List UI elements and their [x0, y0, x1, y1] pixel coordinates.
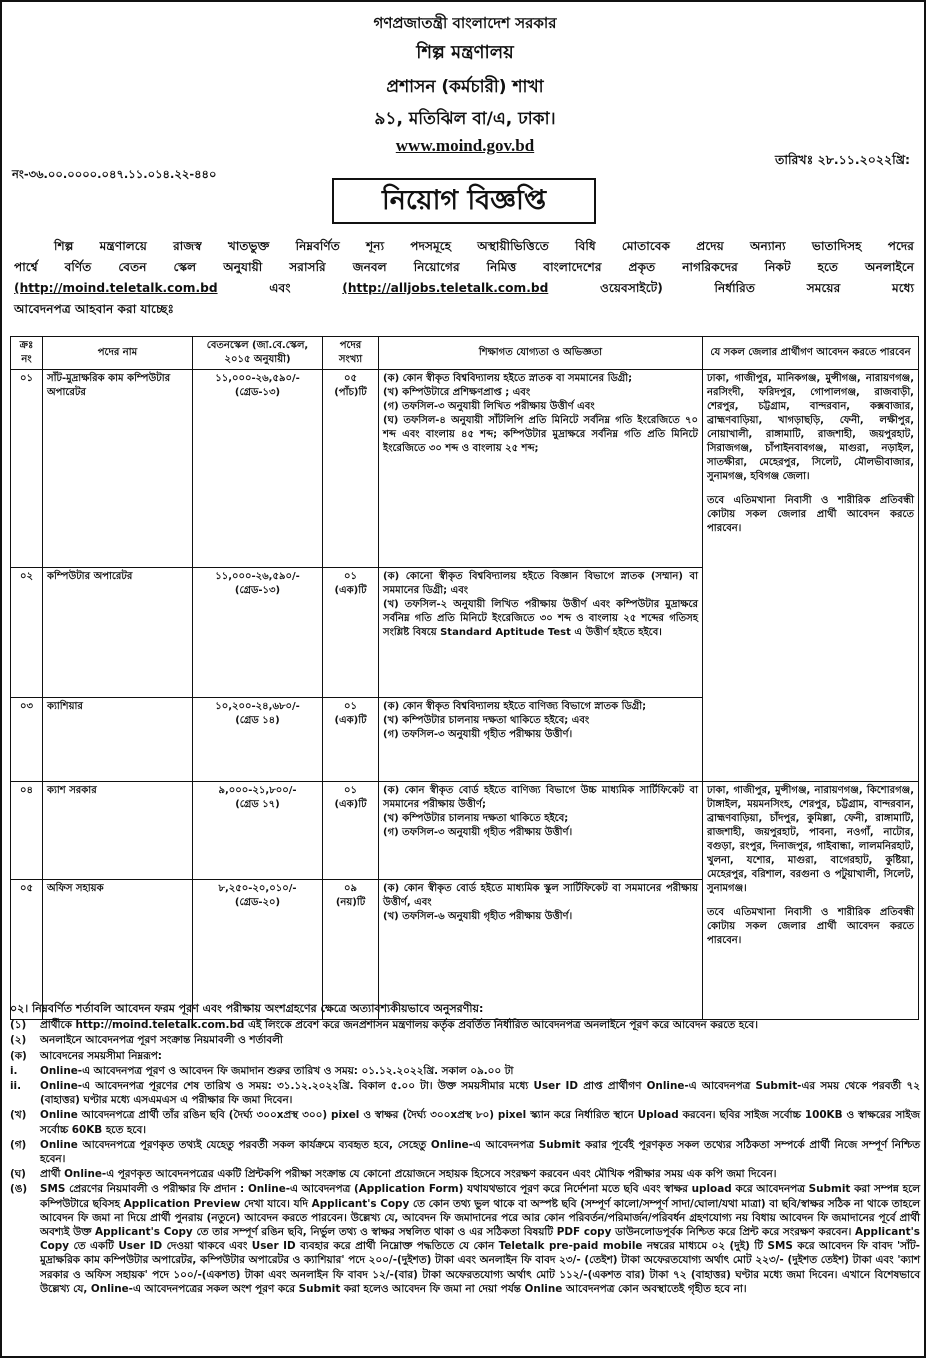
district-note: তবে এতিমখানা নিবাসী ও শারীরিক প্রতিবন্ধী কোটায় সকল জেলার প্রার্থী আবেদন করতে পারবেন।	[707, 907, 914, 946]
intro-line-2: পার্শ্বে বর্ণিত বেতন স্কেল অনুযায়ী সরাসরি জনবল নিয়োগের নিমিত্ত বাংলাদেশের প্রকৃত নাগরিকদের নিকট হতে অনলাইনে	[14, 260, 914, 274]
condition-mark: (গ)	[10, 1138, 27, 1151]
condition-text: অনলাইনে আবেদনপত্র পূরণ সংক্রান্ত নিয়মাবলী ও শর্তাবলী	[40, 1034, 283, 1047]
row-count-value: ০৫	[344, 373, 357, 384]
table-row	[11, 782, 919, 880]
qual-item: (ক) কোন স্বীকৃত বোর্ড হইতে বাণিজ্য বিভাগে উচ্চ মাধ্যমিক সার্টিফিকেট বা সমমানের পরীক্ষায় উত্তীর্ণ;	[383, 785, 698, 810]
row-sl: ০৫	[11, 880, 43, 1020]
condition-mark: (ঙ)	[10, 1183, 28, 1196]
row-scale-value: ৮,২৫০-২০,০১০/-	[218, 883, 297, 894]
row-scale	[193, 370, 323, 568]
condition-item	[10, 1182, 920, 1296]
condition-mark: (১)	[10, 1019, 27, 1032]
govt-name: গণপ্রজাতন্ত্রী বাংলাদেশ সরকার	[373, 14, 557, 32]
notice-title: নিয়োগ বিজ্ঞপ্তি	[332, 178, 596, 224]
row-count-words: (নয়)টি	[335, 897, 366, 908]
row-count	[323, 880, 379, 1020]
row-count-value: ০১	[344, 785, 357, 796]
header-sl: ক্রঃ নং	[11, 337, 43, 370]
header-count: পদের সংখ্যা	[323, 337, 379, 370]
district-list: ঢাকা, গাজীপুর, মুন্সীগঞ্জ, নারায়ণগঞ্জ, কিশোরগঞ্জ, টাঙ্গাইল, ময়মনসিংহ, শেরপুর, চট্টগ্রাম, বান্দরবান, ব্রাহ্মণবাড়িয়া, চাঁদপুর, কুমিল্লা, ফেনী, রাঙ্গামাটি, রাজশাহী, জয়পুরহাট, পাবনা, নওগাঁ, নাটোর, বগুড়া, রংপুর, দিনাজপুর, গাইবান্ধা, লালমনিরহাট, খুলনা, যশোর, মাগুরা, বাগেরহাট, কুষ্টিয়া, মেহেরপুর, বরিশাল, বরগুনা ও পটুয়াখালী, সিলেট, সুনামগঞ্জ।	[707, 785, 914, 894]
qual-item: (খ) কম্পিউটার চালনায় দক্ষতা থাকিতে হইবে; এবং	[383, 715, 590, 726]
qual-item: (গ) তফসিল-৩ অনুযায়ী গৃহীত পরীক্ষায় উত্তীর্ণ।	[383, 729, 573, 740]
memo-number: নং-৩৬.০০.০০০০.০৪৭.১১.০১৪.২২-৪৪০	[12, 167, 217, 181]
row-count-words: (এক)টি	[334, 799, 367, 810]
vacancy-table	[10, 336, 919, 1020]
intro-line-4: আবেদনপত্র আহবান করা যাচ্ছেঃ	[14, 302, 174, 316]
table-header-row	[11, 337, 919, 370]
ministry-website-link[interactable]: www.moind.gov.bd	[395, 136, 535, 155]
conditions-section	[10, 1002, 920, 1296]
district-list: ঢাকা, গাজীপুর, মানিকগঞ্জ, মুন্সীগঞ্জ, নারায়ণগঞ্জ, নরসিংদী, ফরিদপুর, গোপালগঞ্জ, রাজবাড়ী, শেরপুর, চট্টগ্রাম, বান্দরবান, কক্সবাজার, ব্রাহ্মণবাড়িয়া, খাগড়াছড়ি, ফেনী, লক্ষীপুর, নোয়াখালী, রাঙ্গামাটি, রাজশাহী, জয়পুরহাট, সিরাজগঞ্জ, চাঁপাইনবাবগঞ্জ, মাগুরা, নড়াইল, সাতক্ষীরা, মেহেরপুর, সিলেট, মৌলভীবাজার, সুনামগঞ্জ, হবিগঞ্জ জেলা।	[707, 373, 914, 482]
row-qualification	[379, 568, 703, 698]
row-scale	[193, 782, 323, 880]
condition-text: Online-এ আবেদনপত্র পূরণ ও আবেদন ফি জমাদান শুরুর তারিখ ও সময়: ০১.১২.২০২২খ্রি. সকাল ০৯.০০ টা	[40, 1064, 514, 1077]
notice-date: তারিখঃ ২৮.১১.২০২২খ্রি:	[774, 152, 910, 167]
row-count	[323, 370, 379, 568]
row-scale-value: ১১,০০০-২৬,৫৯০/-	[215, 571, 300, 582]
intro-line-3	[14, 278, 914, 299]
qual-item: (গ) তফসিল-৩ অনুযায়ী লিখিত পরীক্ষায় উত্তীর্ণ এবং	[383, 401, 595, 412]
row-qualification	[379, 370, 703, 568]
condition-text: প্রার্থীকে http://moind.teletalk.com.bd এই লিংকে প্রবেশ করে জনপ্রশাসন মন্ত্রণালয় কর্তৃক প্রবর্তিত নির্ধারিত আবেদনপত্র অনলাইনে পূরণ করে আবেদন করতে হবে।	[40, 1019, 758, 1032]
condition-mark: (খ)	[10, 1109, 27, 1122]
row-post: অফিস সহায়ক	[43, 880, 193, 1020]
condition-item	[10, 1108, 920, 1136]
row-scale-value: ৯,০০০-২১,৮০০/-	[218, 785, 297, 796]
row-grade: (গ্রেড ১৪)	[235, 715, 280, 726]
qual-item: (গ) তফসিল-৩ অনুযায়ী গৃহীত পরীক্ষায় উত্তীর্ণ।	[383, 827, 573, 838]
qual-item: (খ) কম্পিউটার চালনায় দক্ষতা থাকিতে হইবে;	[383, 813, 569, 824]
condition-text: প্রার্থী Online-এ পূরণকৃত আবেদনপত্রের একটি প্রিন্টকপি পরীক্ষা সংক্রান্ত যে কোনো প্রয়োজনে সহায়ক হিসেবে সংরক্ষণ করবেন এবং মৌখিক পরীক্ষার সময় এক কপি জমা দিবেন।	[40, 1168, 777, 1181]
row-sl: ০১	[11, 370, 43, 568]
ministry-name: শিল্প মন্ত্রণালয়	[416, 42, 514, 63]
header-qual: শিক্ষাগত যোগ্যতা ও অভিজ্ঞতা	[379, 337, 703, 370]
row-grade: (গ্রেড-২০)	[234, 897, 281, 908]
intro-and: এবং	[269, 281, 291, 295]
condition-text: আবেদনের সময়সীমা নিম্নরূপ:	[40, 1049, 162, 1062]
row-scale	[193, 698, 323, 782]
row-count-words: (এক)টি	[334, 585, 367, 596]
condition-item	[10, 1167, 920, 1181]
row-scale-value: ১১,০০০-২৬,৫৯০/-	[215, 373, 300, 384]
row-grade: (গ্রেড-১৩)	[234, 387, 281, 398]
qual-item: (খ) তফসিল-৬ অনুযায়ী গৃহীত পরীক্ষায় উত্তীর্ণ।	[383, 911, 573, 922]
condition-mark: (২)	[10, 1034, 27, 1047]
row-count	[323, 568, 379, 698]
row-qualification	[379, 698, 703, 782]
condition-text: Online-এ আবেদনপত্র পূরণের শেষ তারিখ ও সময়: ৩১.১২.২০২২খ্রি. বিকাল ৫.০০ টা। উক্ত সময়সীমার মধ্যে User ID প্রাপ্ত প্রার্থীগণ Online-এ আবেদনপত্র Submit-এর সময় থেকে পরবর্তী ৭২ (বাহাত্তর) ঘণ্টার মধ্যে এসএমএস এ পরীক্ষার ফি জমা দিবেন।	[40, 1080, 920, 1107]
row-qualification	[379, 782, 703, 880]
intro-paragraph	[14, 236, 914, 320]
row-grade: (গ্রেড-১৩)	[234, 585, 281, 596]
conditions-heading: ০২। নিম্নবর্ণিত শর্তাবলি আবেদন ফরম পূরণ এবং পরীক্ষায় অংশগ্রহণের ক্ষেত্রে অত্যাবশ্যকীয়ভাবে অনুসরণীয়:	[10, 1002, 484, 1015]
intro-line-1: শিল্প মন্ত্রণালয়ে রাজস্ব খাতভুক্ত নিম্নবর্ণিত শূন্য পদসমূহে অস্থায়ীভিত্তিতে বিধি মোতাবেক প্রদেয় অন্যান্য ভাতাদিসহ পদের	[54, 239, 914, 253]
row-scale	[193, 568, 323, 698]
condition-text: Online আবেদনপত্রে প্রার্থী তাঁর রঙিন ছবি (দৈর্ঘ্য ৩০০xপ্রস্থ ৩০০) pixel ও স্বাক্ষর (দৈর্ঘ্য ৩০০xপ্রস্থ ৮০) pixel স্ক্যান করে নির্ধারিত স্থানে Upload করবেন। ছবির সাইজ সর্বোচ্চ 100KB ও স্বাক্ষরের সাইজ সর্বোচ্চ 60KB হতে হবে।	[40, 1109, 920, 1136]
row-sl: ০২	[11, 568, 43, 698]
row-post: ক্যাশিয়ার	[43, 698, 193, 782]
row-scale-value: ১০,২০০-২৪,৬৮০/-	[215, 701, 300, 712]
row-sl: ০৪	[11, 782, 43, 880]
qual-item: (ক) কোন স্বীকৃত বিশ্ববিদ্যালয় হইতে স্নাতক বা সমমানের ডিগ্রী;	[383, 373, 633, 384]
table-row	[11, 370, 919, 568]
row-scale	[193, 880, 323, 1020]
row-count-words: (পাঁচ)টি	[334, 387, 367, 398]
qual-item: (ঘ) তফসিল-৪ অনুযায়ী সাঁটলিপি প্রতি মিনিটে সর্বনিম্ন গতি ইংরেজিতে ৭০ শব্দ এবং বাংলায় ৪৫ শব্দ; কম্পিউটার মুদ্রাক্ষরে সর্বনিম্ন গতি প্রতি মিনিটে ইংরেজিতে ৩০ শব্দ ও বাংলায় ২৫ শব্দ;	[383, 415, 698, 454]
qual-item: (খ) তফসিল-২ অনুযায়ী লিখিত পরীক্ষায় উত্তীর্ণ এবং কম্পিউটার মুদ্রাক্ষরে সর্বনিম্ন গতি প্রতি মিনিটে ইংরেজিতে ৩০ শব্দ ও বাংলায় ২৫ শব্দের গতিসহ সংশ্লিষ্ট বিষয়ে Standard Aptitude Test এ উত্তীর্ণ হইতে হইবে।	[383, 599, 698, 638]
condition-mark: (ক)	[10, 1049, 27, 1062]
header-scale: বেতনস্কেল (জা.বে.স্কেল, ২০১৫ অনুযায়ী)	[193, 337, 323, 370]
row-count-words: (এক)টি	[334, 715, 367, 726]
row-count-value: ০১	[344, 571, 357, 582]
teletalk-link-1[interactable]: (http://moind.teletalk.com.bd	[14, 281, 218, 295]
condition-item	[10, 1079, 920, 1107]
condition-item	[10, 1064, 920, 1078]
branch-name: প্রশাসন (কর্মচারী) শাখা	[386, 77, 544, 97]
header-districts: যে সকল জেলার প্রার্থীগণ আবেদন করতে পারবেন	[703, 337, 919, 370]
office-address: ৯১, মতিঝিল বা/এ, ঢাকা।	[374, 109, 556, 129]
condition-text: SMS প্রেরণের নিয়মাবলী ও পরীক্ষার ফি প্রদান : Online-এ আবেদনপত্র (Application Form) যথাযথভাবে পূরণ করে নির্দেশনা মতে ছবি এবং স্বাক্ষর upload করে আবেদনপত্র Submit করা সম্পন্ন হলে কম্পিউটারে ছবিসহ Application Preview দেখা যাবে। যদি Applicant's Copy তে কোন তথ্য ভুল থাকে বা অস্পষ্ট ছবি (সম্পূর্ণ কালো/সম্পূর্ণ সাদা/ঘোলা/যথা মাত্রা) বা ছবি/স্বাক্ষর সঠিক না থাকে তাহলে আবেদন ফি জমা না দিয়ে প্রার্থী পুনরায় (নতুনে) আবেদন করতে পারবেন। উল্লেখ্য যে, আবেদন ফি জমাদানের পরে আর কোন পরিবর্তন/পরিমার্জন/পরিবর্ধন গ্রহণযোগ্য নয় বিধায় আবেদন ফি জমাদানের পূর্বে প্রার্থী অবশ্যই উক্ত Applicant's Copy তে তার সম্পূর্ণ রঙিন ছবি, নির্ভুল তথ্য ও স্বাক্ষর সম্বলিত থাকা ও এর সঠিকতা বিষয়টি PDF copy ডাউনলোডপূর্বক নিশ্চিত করে প্রিন্ট করে সংরক্ষণ করবেন। Applicant's Copy তে একটি User ID দেওয়া থাকবে এবং User ID ব্যবহার করে প্রার্থী নিম্নোক্ত পদ্ধতিতে যে কোন Teletalk pre-paid mobile নম্বরের মাধ্যমে ০২ (দুই) টি SMS করে আবেদন ফি বাবদ 'সাঁট-মুদ্রাক্ষরিক কাম কম্পিউটার অপারেটর, কম্পিউটার অপারেটর ও ক্যাশিয়ার' পদে ২০০/-(দুইশত) টাকা এবং অনলাইন ফি বাবদ ২৩/- (তেইশ) টাকা অফেরতযোগ্য অর্থাৎ মোট ২২৩/- (দুইশত তেইশ) টাকা এবং 'ক্যাশ সরকার ও অফিস সহায়ক' পদে ১০০/-(একশত) টাকা এবং অনলাইন ফি বাবদ ১২/-(বার) টাকা অফেরতযোগ্য অর্থাৎ মোট ১১২/-(একশত বার) টাকা ৭২ (বাহাত্তর) ঘণ্টার মধ্যে জমা দিবেন। এখানে বিশেষভাবে উল্লেখ্য যে, Online-এ আবেদনপত্রের সকল অংশ পূরণ করে Submit করা হলেও আবেদন ফি জমা না দেয়া পর্যন্ত Online আবেদনপত্র কোন অবস্থাতেই গৃহীত হবে না।	[40, 1183, 920, 1295]
row-qualification	[379, 880, 703, 1020]
row-post: কম্পিউটার অপারেটর	[43, 568, 193, 698]
row-count-value: ০১	[344, 701, 357, 712]
condition-item	[10, 1049, 920, 1063]
header-post: পদের নাম	[43, 337, 193, 370]
row-post: সাঁট-মুদ্রাক্ষরিক কাম কম্পিউটার অপারেটর	[43, 370, 193, 568]
eligible-districts-b	[703, 782, 919, 1020]
condition-mark: (ঘ)	[10, 1168, 26, 1181]
condition-text: Online আবেদনপত্রে পূরণকৃত তথ্যই যেহেতু পরবর্তী সকল কার্যক্রমে ব্যবহৃত হবে, সেহেতু Online-এ আবেদনপত্র Submit করার পূর্বেই পূরণকৃত সকল তথ্যের সঠিকতা সম্পর্কে প্রার্থী নিজে সম্পূর্ণ নিশ্চিত হবেন।	[40, 1138, 920, 1166]
condition-mark: ii.	[10, 1080, 22, 1093]
intro-line-3-tail: ওয়েবসাইটে) নির্ধারিত সময়ের মধ্যে	[600, 281, 915, 295]
qual-item: (খ) কম্পিউটারে প্রশিক্ষণপ্রাপ্ত ; এবং	[383, 387, 531, 398]
condition-mark: i.	[10, 1064, 18, 1077]
qual-item: (ক) কোনো স্বীকৃত বিশ্ববিদ্যালয় হইতে বিজ্ঞান বিভাগে স্নাতক (সম্মান) বা সমমানের ডিগ্রী; এবং	[383, 571, 698, 596]
qual-item: (ক) কোন স্বীকৃত বিশ্ববিদ্যালয় হইতে বাণিজ্য বিভাগে স্নাতক ডিগ্রী;	[383, 701, 647, 712]
qual-item: (ক) কোন স্বীকৃত বোর্ড হইতে মাধ্যমিক স্কুল সার্টিফিকেট বা সমমানের পরীক্ষায় উত্তীর্ণ, এবং	[383, 883, 698, 908]
row-count	[323, 698, 379, 782]
row-post: ক্যাশ সরকার	[43, 782, 193, 880]
condition-item	[10, 1033, 920, 1047]
row-count	[323, 782, 379, 880]
condition-item	[10, 1018, 920, 1032]
district-note: তবে এতিমখানা নিবাসী ও শারীরিক প্রতিবন্ধী কোটায় সকল জেলার প্রার্থী আবেদন করতে পারবেন।	[707, 495, 914, 534]
eligible-districts-a	[703, 370, 919, 782]
row-count-value: ০৯	[344, 883, 357, 894]
teletalk-link-2[interactable]: (http://alljobs.teletalk.com.bd	[342, 281, 549, 295]
row-grade: (গ্রেড ১৭)	[235, 799, 280, 810]
condition-item	[10, 1138, 920, 1166]
row-sl: ০৩	[11, 698, 43, 782]
